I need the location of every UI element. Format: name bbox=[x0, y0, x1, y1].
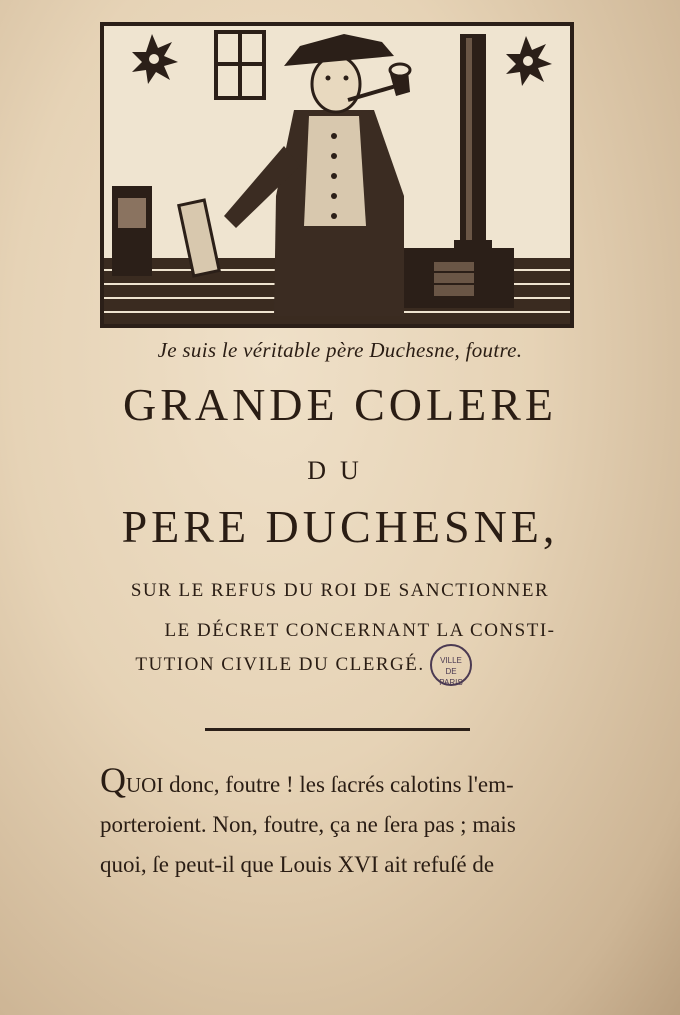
star-icon bbox=[506, 36, 552, 86]
stamp-line-3: PARIS bbox=[439, 678, 463, 687]
body-paragraph bbox=[100, 760, 570, 885]
stamp-line-1: VILLE bbox=[440, 656, 462, 665]
column-icon bbox=[454, 34, 492, 252]
window-icon bbox=[216, 32, 264, 98]
body-line-1-smallcaps: UOI bbox=[126, 773, 164, 797]
library-stamp bbox=[430, 644, 472, 686]
body-line-1 bbox=[100, 760, 570, 805]
title-line-3: PERE DUCHESNE, bbox=[121, 501, 559, 552]
woodcut-drawing bbox=[104, 26, 570, 324]
subtitle-line-1: SUR LE REFUS DU ROI DE SANCTIONNER bbox=[130, 580, 550, 601]
drop-cap: Q bbox=[100, 760, 126, 800]
woodcut-illustration bbox=[100, 22, 574, 328]
body-line-2: porteroient. Non, foutre, ça ne ſera pas ; mais bbox=[100, 812, 516, 837]
subtitle-line-3: TUTION CIVILE DU CLERGÉ. bbox=[135, 654, 425, 675]
star-icon bbox=[132, 34, 178, 84]
woodcut-caption: Je suis le véritable père Duchesne, foutre. bbox=[157, 338, 523, 362]
body-line-3: quoi, ſe peut-il que Louis XVI ait refuſé de bbox=[100, 852, 495, 877]
title-line-1: GRANDE COLERE bbox=[122, 379, 558, 430]
body-line-1-text: donc, foutre ! les ſacrés calotins l'em- bbox=[163, 772, 514, 797]
stove-icon bbox=[404, 248, 514, 308]
subtitle-line-2: LE DÉCRET CONCERNANT LA CONSTI- bbox=[164, 620, 556, 641]
divider-rule bbox=[205, 728, 470, 731]
title-line-2: DU bbox=[307, 456, 373, 485]
stamp-line-2: DE bbox=[445, 667, 457, 676]
